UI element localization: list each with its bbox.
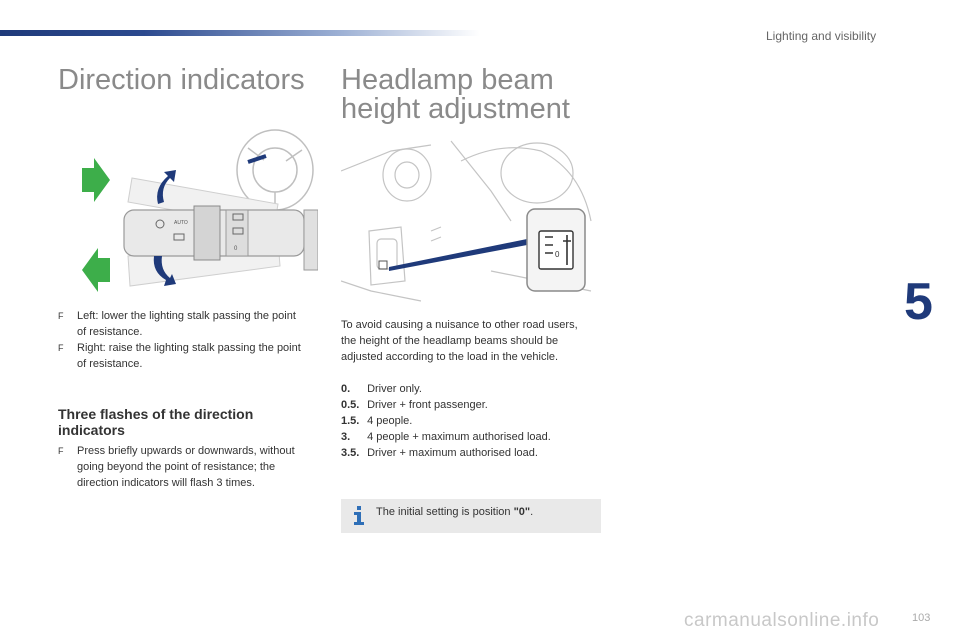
headlamp-levels [341, 381, 601, 461]
level-desc: 4 people + maximum authorised load. [367, 431, 551, 443]
info-prefix: The initial setting is position [376, 506, 514, 518]
three-flashes-bullets [58, 443, 308, 491]
adjuster-zoom-box [527, 209, 585, 291]
auto-mark: AUTO [174, 220, 188, 226]
level-value: 1.5. [341, 415, 360, 427]
level-row-3 [341, 429, 601, 445]
bullet-text: Press briefly upwards or downwards, without going beyond the point of resistance; the direction indicators will flash 3 times. [77, 445, 295, 489]
level-row-2 [341, 413, 601, 429]
headlamp-title-line2: height adjustment [341, 93, 570, 125]
level-desc: Driver + maximum authorised load. [367, 447, 538, 459]
headlamp-title-line1: Headlamp beam [341, 64, 554, 96]
level-value: 3. [341, 431, 351, 443]
three-flashes-heading: Three flashes of the direction indicators [58, 406, 254, 438]
direction-indicators-title: Direction indicators [58, 64, 305, 96]
info-icon [352, 506, 366, 526]
bullet-marker: F [58, 343, 64, 353]
stalk-zero-mark: 0 [234, 246, 238, 252]
bullet-right [58, 340, 308, 372]
page-number: 103 [912, 612, 931, 624]
section-title: Lighting and visibility [766, 29, 877, 43]
direction-bullets [58, 308, 308, 372]
level-value: 0.5. [341, 399, 360, 411]
level-value: 3.5. [341, 447, 360, 459]
level-row-1 [341, 397, 601, 413]
bullet-text: Left: lower the lighting stalk passing the point of resistance. [77, 310, 296, 338]
header-bar [0, 30, 480, 36]
bullet-marker: F [58, 446, 64, 456]
adjuster-zero-mark: 0 [555, 250, 560, 259]
info-text [376, 506, 533, 518]
level-row-0 [341, 381, 601, 397]
level-desc: Driver only. [367, 383, 422, 395]
level-desc: Driver + front passenger. [367, 399, 488, 411]
level-value: 0. [341, 383, 351, 395]
bullet-press [58, 443, 308, 491]
headlamp-paragraph: To avoid causing a nuisance to other road users, the height of the headlamp beams should be adjusted according to the load in the vehicle. [341, 319, 578, 363]
bullet-left [58, 308, 308, 340]
bullet-text: Right: raise the lighting stalk passing the point of resistance. [77, 342, 301, 370]
bullet-marker: F [58, 311, 64, 321]
info-suffix: . [530, 506, 534, 518]
watermark: carmanualsonline.info [684, 610, 880, 631]
chapter-number: 5 [904, 273, 933, 331]
lighting-stalk-illustration [78, 128, 318, 300]
headlamp-adjuster-illustration [341, 131, 601, 303]
info-value: "0" [513, 506, 531, 518]
info-box [341, 499, 601, 533]
level-row-4 [341, 445, 601, 461]
level-desc: 4 people. [367, 415, 413, 427]
